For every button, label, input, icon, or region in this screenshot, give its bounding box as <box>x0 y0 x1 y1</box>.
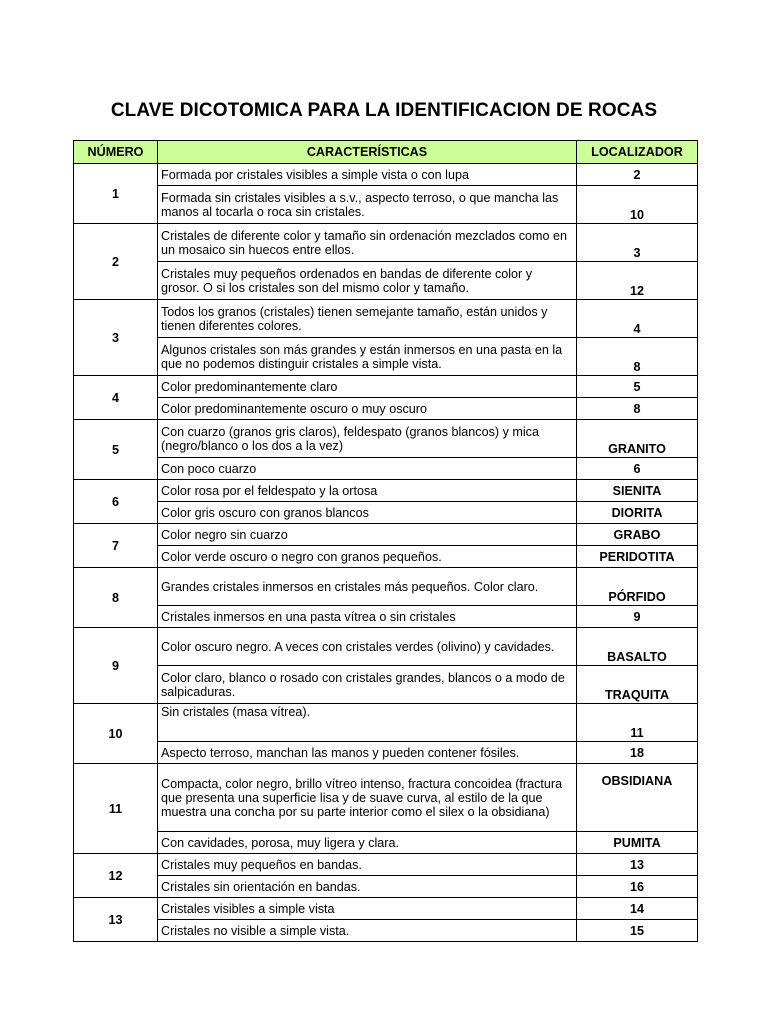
locator-cell: 8 <box>577 398 698 420</box>
characteristic-cell: Con cuarzo (granos gris claros), feldespato (granos blancos) y mica (negro/blanco o los dos a la vez) <box>158 420 577 458</box>
locator-cell: 6 <box>577 458 698 480</box>
page-title: CLAVE DICOTOMICA PARA LA IDENTIFICACION DE ROCAS <box>110 100 658 121</box>
table-row <box>74 262 698 300</box>
characteristic-cell: Cristales inmersos en una pasta vítrea o sin cristales <box>158 606 577 628</box>
characteristic-cell: Color verde oscuro o negro con granos pequeños. <box>158 546 577 568</box>
table-row <box>74 606 698 628</box>
table-row <box>74 398 698 420</box>
locator-cell: 18 <box>577 742 698 764</box>
locator-cell: 16 <box>577 876 698 898</box>
table-row <box>74 164 698 186</box>
table-row <box>74 524 698 546</box>
locator-cell: 15 <box>577 920 698 942</box>
characteristic-cell: Cristales muy pequeños en bandas. <box>158 854 577 876</box>
locator-cell: PUMITA <box>577 832 698 854</box>
locator-cell: 3 <box>577 224 698 262</box>
characteristic-cell: Color predominantemente claro <box>158 376 577 398</box>
group-number: 1 <box>74 164 158 224</box>
table-row <box>74 876 698 898</box>
characteristic-cell: Cristales no visible a simple vista. <box>158 920 577 942</box>
table-row <box>74 742 698 764</box>
table-row <box>74 546 698 568</box>
table-row <box>74 898 698 920</box>
table-row <box>74 568 698 606</box>
table-header-row <box>74 141 698 164</box>
locator-cell: 11 <box>577 704 698 742</box>
locator-cell: SIENITA <box>577 480 698 502</box>
dichotomous-key-table <box>73 140 698 942</box>
group-number: 6 <box>74 480 158 524</box>
characteristic-cell: Cristales sin orientación en bandas. <box>158 876 577 898</box>
locator-cell: 2 <box>577 164 698 186</box>
characteristic-cell: Sin cristales (masa vítrea). <box>158 704 577 742</box>
locator-cell: 8 <box>577 338 698 376</box>
group-number: 2 <box>74 224 158 300</box>
characteristic-cell: Cristales muy pequeños ordenados en bandas de diferente color y grosor. O si los cristales son del mismo color y tamaño. <box>158 262 577 300</box>
characteristic-cell: Aspecto terroso, manchan las manos y pueden contener fósiles. <box>158 742 577 764</box>
table-row <box>74 628 698 666</box>
locator-cell: TRAQUITA <box>577 666 698 704</box>
characteristic-cell: Formada sin cristales visibles a s.v., aspecto terroso, o que mancha las manos al tocarla o roca sin cristales. <box>158 186 577 224</box>
group-number: 4 <box>74 376 158 420</box>
group-number: 3 <box>74 300 158 376</box>
characteristic-cell: Color gris oscuro con granos blancos <box>158 502 577 524</box>
table-row <box>74 666 698 704</box>
locator-cell: DIORITA <box>577 502 698 524</box>
table-row <box>74 854 698 876</box>
characteristic-cell: Color negro sin cuarzo <box>158 524 577 546</box>
locator-cell: OBSIDIANA <box>577 764 698 832</box>
table-row <box>74 764 698 832</box>
characteristic-cell: Cristales visibles a simple vista <box>158 898 577 920</box>
group-number: 5 <box>74 420 158 480</box>
header-numero: NÚMERO <box>74 141 158 164</box>
table-row <box>74 480 698 502</box>
locator-cell: GRABO <box>577 524 698 546</box>
group-number: 13 <box>74 898 158 942</box>
locator-cell: 5 <box>577 376 698 398</box>
characteristic-cell: Con poco cuarzo <box>158 458 577 480</box>
locator-cell: 10 <box>577 186 698 224</box>
locator-cell: PERIDOTITA <box>577 546 698 568</box>
header-localizador: LOCALIZADOR <box>577 141 698 164</box>
header-caracteristicas: CARACTERÍSTICAS <box>158 141 577 164</box>
table-row <box>74 338 698 376</box>
table-row <box>74 920 698 942</box>
locator-cell: 4 <box>577 300 698 338</box>
table-row <box>74 458 698 480</box>
characteristic-cell: Algunos cristales son más grandes y están inmersos en una pasta en la que no podemos distinguir cristales a simple vista. <box>158 338 577 376</box>
characteristic-cell: Todos los granos (cristales) tienen semejante tamaño, están unidos y tienen diferentes colores. <box>158 300 577 338</box>
locator-cell: PÓRFIDO <box>577 568 698 606</box>
table-row <box>74 376 698 398</box>
group-number: 12 <box>74 854 158 898</box>
table-row <box>74 832 698 854</box>
characteristic-cell: Color predominantemente oscuro o muy oscuro <box>158 398 577 420</box>
locator-cell: BASALTO <box>577 628 698 666</box>
group-number: 8 <box>74 568 158 628</box>
characteristic-cell: Cristales de diferente color y tamaño sin ordenación mezclados como en un mosaico sin huecos entre ellos. <box>158 224 577 262</box>
characteristic-cell: Color oscuro negro. A veces con cristales verdes (olivino) y cavidades. <box>158 628 577 666</box>
group-number: 7 <box>74 524 158 568</box>
characteristic-cell: Color rosa por el feldespato y la ortosa <box>158 480 577 502</box>
locator-cell: GRANITO <box>577 420 698 458</box>
table-row <box>74 502 698 524</box>
characteristic-cell: Formada por cristales visibles a simple vista o con lupa <box>158 164 577 186</box>
locator-cell: 12 <box>577 262 698 300</box>
characteristic-cell: Grandes cristales inmersos en cristales más pequeños. Color claro. <box>158 568 577 606</box>
locator-cell: 14 <box>577 898 698 920</box>
characteristic-cell: Compacta, color negro, brillo vítreo intenso, fractura concoidea (fractura que presenta una superficie lisa y de suave curva, al estilo de la que muestra una concha por su parte interior como el silex o la obsidiana) <box>158 764 577 832</box>
table-row <box>74 704 698 742</box>
table-row <box>74 420 698 458</box>
table-row <box>74 300 698 338</box>
locator-cell: 9 <box>577 606 698 628</box>
characteristic-cell: Color claro, blanco o rosado con cristales grandes, blancos o a modo de salpicaduras. <box>158 666 577 704</box>
group-number: 10 <box>74 704 158 764</box>
group-number: 11 <box>74 764 158 854</box>
locator-cell: 13 <box>577 854 698 876</box>
table-row <box>74 186 698 224</box>
group-number: 9 <box>74 628 158 704</box>
table-row <box>74 224 698 262</box>
characteristic-cell: Con cavidades, porosa, muy ligera y clara. <box>158 832 577 854</box>
